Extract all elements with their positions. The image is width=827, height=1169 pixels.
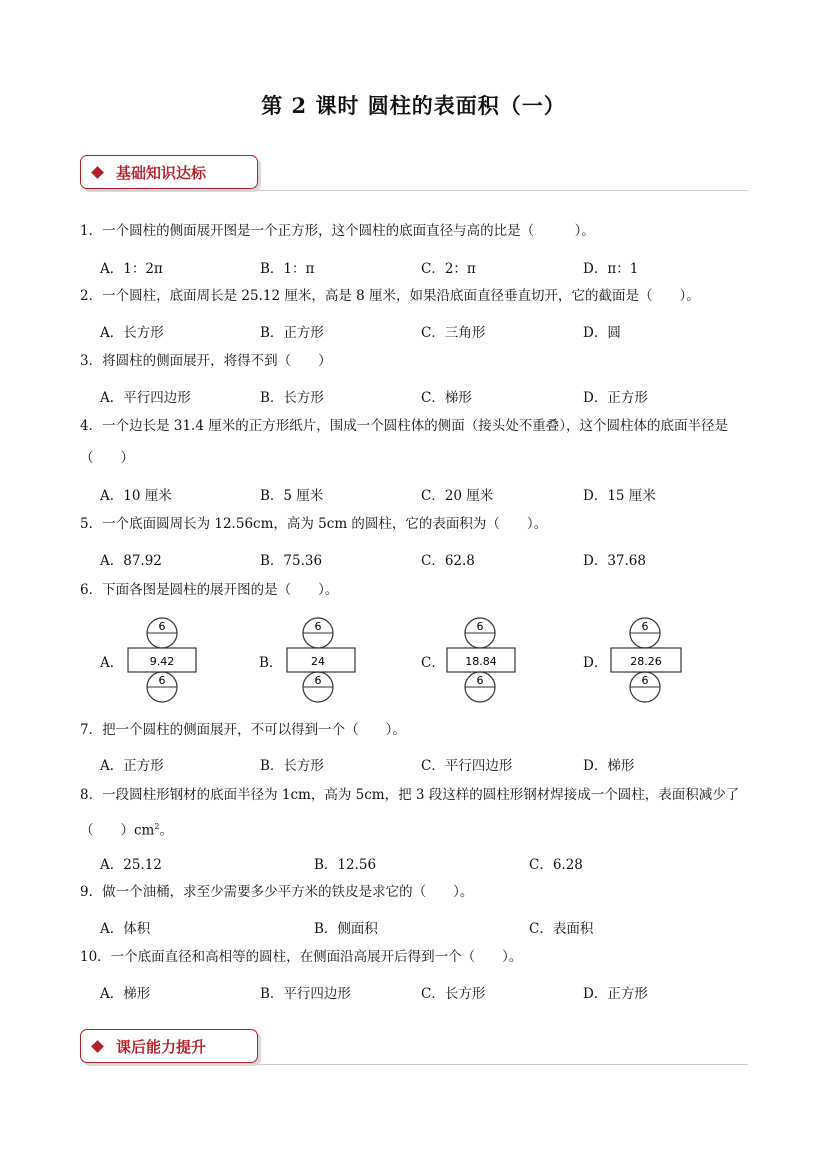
option-c: C．62.8 [421, 553, 475, 569]
top-label: 6 [641, 620, 649, 633]
question-10: 10．一个底面直径和高相等的圆柱，在侧面沿高展开后得到一个（ ）。 [80, 949, 523, 965]
option-a: A．25.12 [100, 857, 162, 873]
section-divider [258, 190, 748, 191]
question-5: 5．一个底面圆周长为 12.56cm，高为 5cm 的圆柱，它的表面积为（ ）。 [80, 516, 548, 532]
question-2: 2．一个圆柱，底面周长是 25.12 厘米，高是 8 厘米，如果沿底面直径垂直切开，它的截面是（ ）。 [80, 288, 700, 304]
figure-label: C． [421, 655, 445, 671]
option-a: A．10 厘米 [100, 488, 172, 504]
cylinder-net-diagram [259, 612, 369, 708]
options-2 [100, 321, 760, 345]
options-5 [100, 549, 760, 573]
bottom-label: 6 [314, 674, 322, 687]
option-c: C．6.28 [529, 857, 583, 873]
option-b: B．正方形 [260, 325, 324, 341]
option-b: B．1：π [260, 261, 315, 277]
options-4 [100, 484, 760, 508]
page-title: 第 2 课时 圆柱的表面积（一） [261, 93, 566, 118]
option-a: A．正方形 [100, 758, 164, 774]
option-d: D．37.68 [583, 553, 646, 569]
top-label: 6 [314, 620, 322, 633]
net-figure-a [100, 612, 260, 708]
option-a: A．1：2π [100, 261, 163, 277]
cylinder-net-diagram [100, 612, 210, 708]
section-divider [258, 1064, 748, 1065]
option-a: A．87.92 [100, 553, 162, 569]
figure-label: A． [100, 655, 124, 671]
option-d: D．正方形 [583, 390, 648, 406]
section-header-advanced [80, 1029, 258, 1063]
option-d: D．π：1 [583, 261, 639, 277]
bottom-label: 6 [158, 674, 166, 687]
rect-label: 24 [311, 655, 325, 668]
option-a: A．长方形 [100, 325, 164, 341]
top-label: 6 [476, 620, 484, 633]
option-b: B．侧面积 [314, 921, 378, 937]
option-b: B．平行四边形 [260, 986, 351, 1002]
diamond-icon [91, 1040, 104, 1053]
unit-exponent: 2 [154, 822, 160, 831]
rect-label: 28.26 [630, 655, 662, 668]
section-label: 基础知识达标 [116, 163, 207, 182]
option-c: C．平行四边形 [421, 758, 513, 774]
options-1 [100, 257, 760, 281]
section-label: 课后能力提升 [116, 1037, 207, 1056]
bottom-label: 6 [641, 674, 649, 687]
option-a: A．体积 [100, 921, 151, 937]
question-text: 8．一段圆柱形钢材的底面半径为 1cm，高为 5cm，把 3 段这样的圆柱形钢材焊接成一个圆柱，表面积减少了（ ） [80, 787, 740, 839]
option-b: B．75.36 [260, 553, 323, 569]
option-d: D．梯形 [583, 758, 635, 774]
net-figure-c [421, 612, 581, 708]
question-9: 9．做一个油桶，求至少需要多少平方米的铁皮是求它的（ ）。 [80, 884, 474, 900]
option-b: B．长方形 [260, 758, 324, 774]
option-b: B．5 厘米 [260, 488, 324, 504]
question-4: 4．一个边长是 31.4 厘米的正方形纸片，围成一个圆柱体的侧面（接头处不重叠），这个圆柱体的底面半径是（ ） [80, 418, 728, 466]
question-1: 1．一个圆柱的侧面展开图是一个正方形，这个圆柱的底面直径与高的比是（ ）。 [80, 223, 595, 239]
rect-label: 9.42 [149, 655, 175, 668]
option-a: A．梯形 [100, 986, 151, 1002]
option-c: C．三角形 [421, 325, 486, 341]
cylinder-net-diagram [583, 612, 693, 708]
option-a: A．平行四边形 [100, 390, 191, 406]
question-3: 3．将圆柱的侧面展开，将得不到（ ） [80, 353, 332, 369]
options-10 [100, 982, 760, 1006]
diamond-icon [91, 166, 104, 179]
unit: cm [134, 822, 155, 839]
cylinder-net-diagram [421, 612, 531, 708]
options-3 [100, 386, 760, 410]
question-6: 6．下面各图是圆柱的展开图的是（ ）。 [80, 582, 339, 598]
bottom-label: 6 [476, 674, 484, 687]
option-c: C．20 厘米 [421, 488, 494, 504]
question-8 [80, 779, 762, 847]
options-8 [100, 853, 760, 877]
option-c: C．2：π [421, 261, 476, 277]
figure-label: B． [259, 655, 283, 671]
option-d: D．15 厘米 [583, 488, 656, 504]
option-c: C．长方形 [421, 986, 486, 1002]
question-7: 7．把一个圆柱的侧面展开，不可以得到一个（ ）。 [80, 722, 406, 738]
option-c: C．表面积 [529, 921, 594, 937]
top-label: 6 [158, 620, 166, 633]
option-d: D．正方形 [583, 986, 648, 1002]
options-9 [100, 917, 760, 941]
option-c: C．梯形 [421, 390, 472, 406]
options-7 [100, 754, 760, 778]
option-b: B．12.56 [314, 857, 377, 873]
section-header-basics [80, 155, 258, 189]
rect-label: 18.84 [465, 655, 497, 668]
net-figure-b [259, 612, 419, 708]
option-b: B．长方形 [260, 390, 324, 406]
question-end: 。 [159, 822, 173, 839]
figure-label: D． [583, 655, 608, 671]
net-figure-d [583, 612, 743, 708]
option-d: D．圆 [583, 325, 621, 341]
